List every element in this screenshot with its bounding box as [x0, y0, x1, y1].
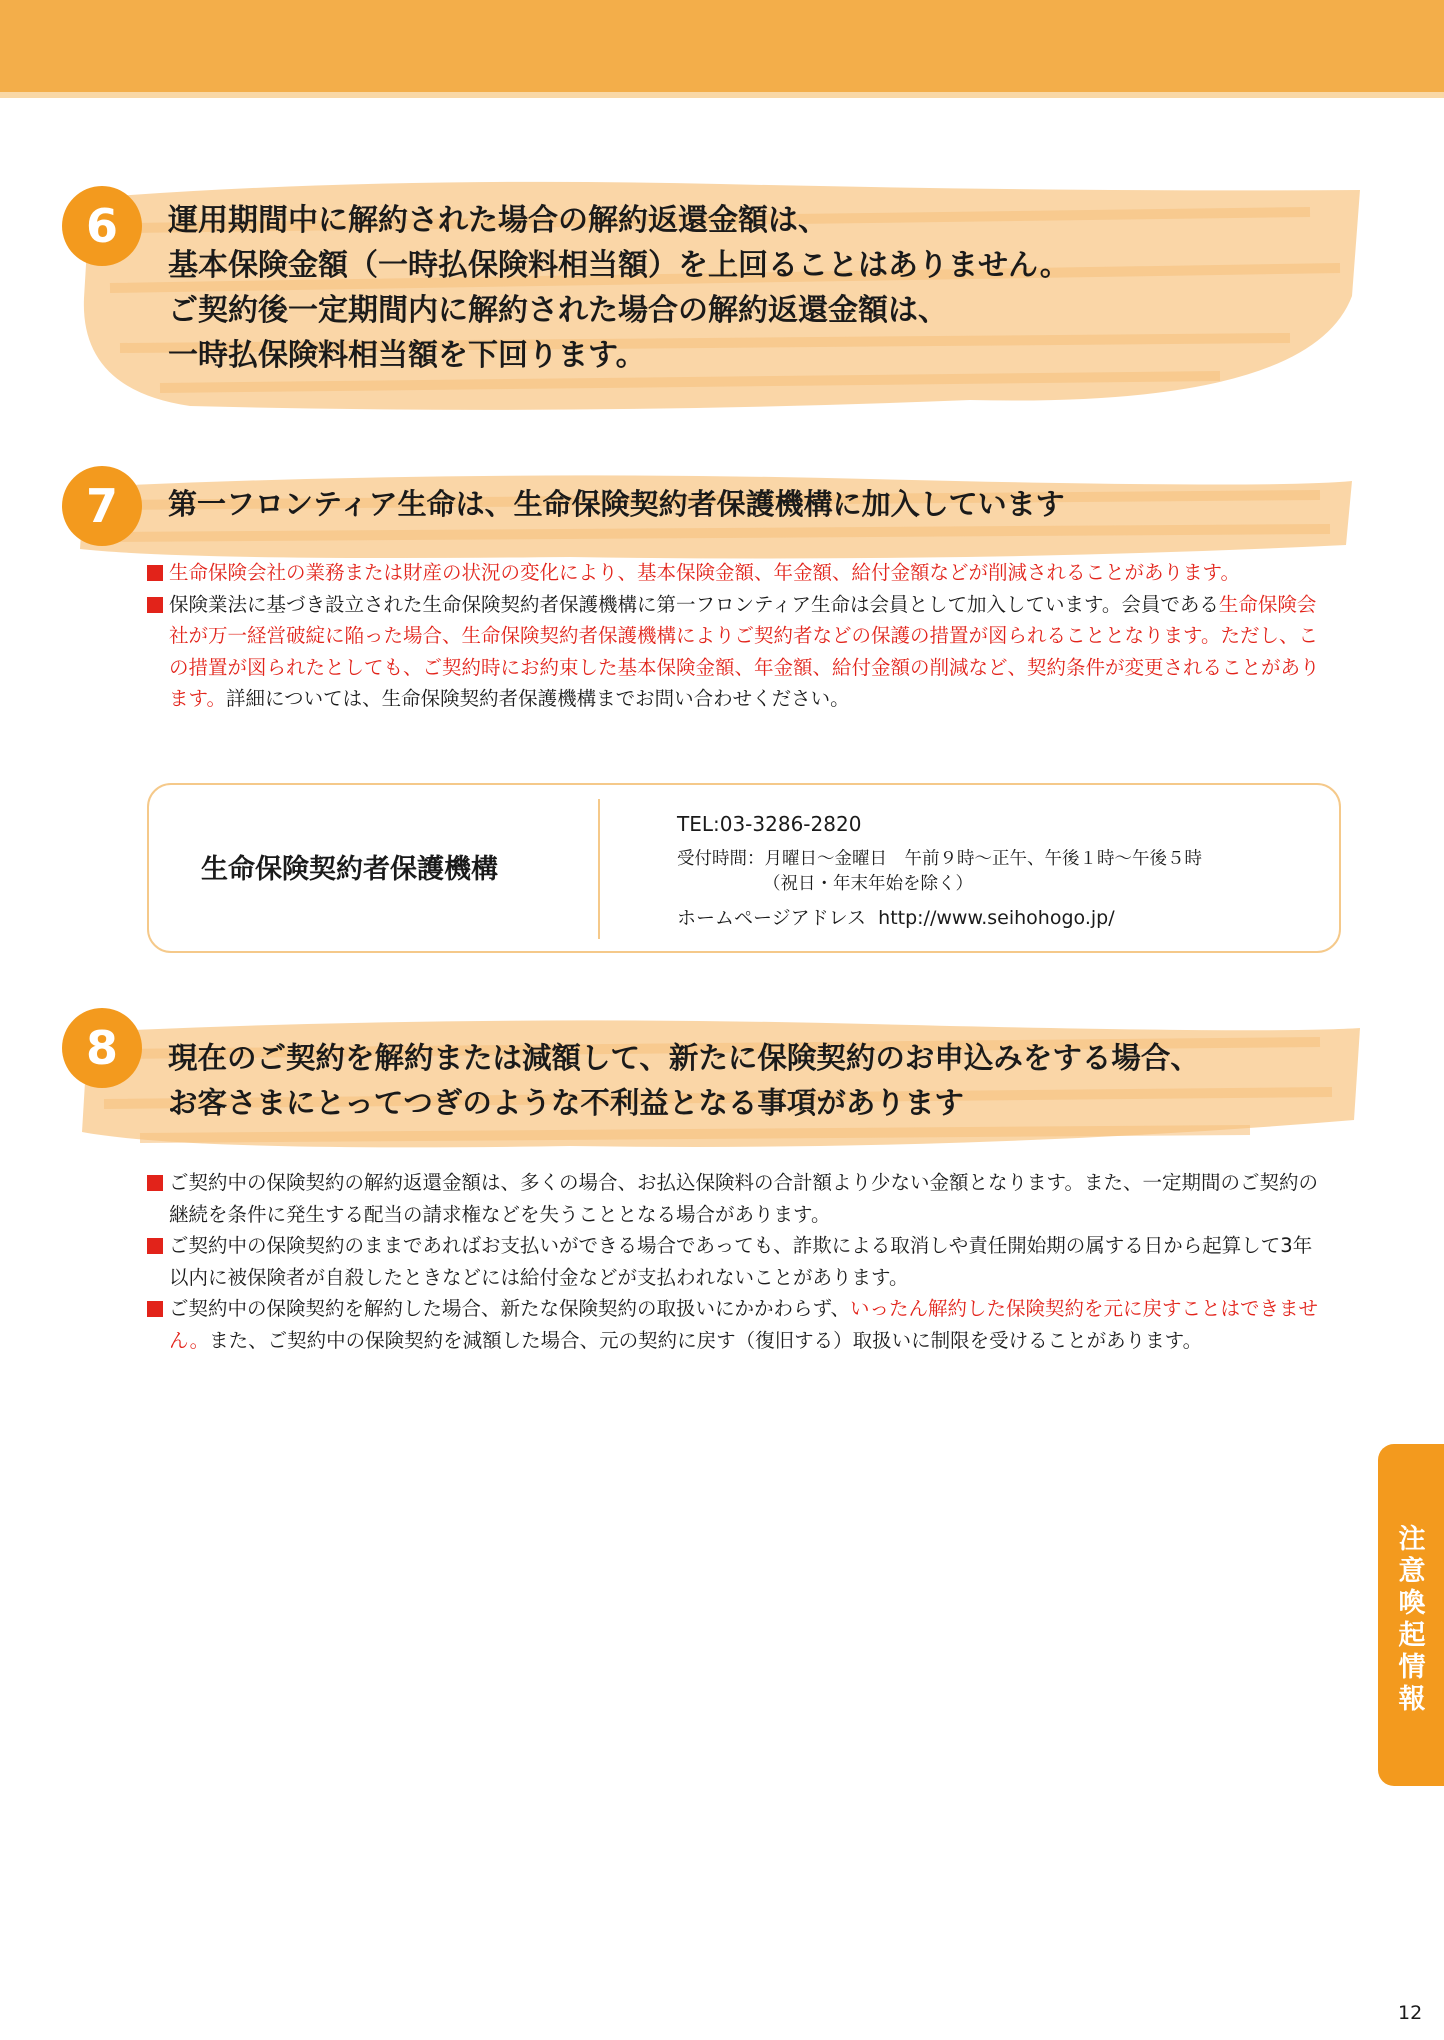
section8-heading-line: お客さまにとってつぎのような不利益となる事項があります — [168, 1086, 964, 1120]
red-square-bullet-icon — [147, 565, 163, 581]
red-square-bullet-icon — [147, 1175, 163, 1191]
section6-number-badge: 6 — [62, 186, 142, 266]
contact-info-box — [147, 783, 1341, 953]
section7-bullet-list — [147, 557, 1325, 715]
section7-bullet — [147, 589, 1325, 715]
section8-heading — [168, 1036, 1200, 1126]
red-square-bullet-icon — [147, 597, 163, 613]
contact-url-label: ホームページアドレス — [677, 907, 867, 929]
contact-organization-name: 生命保険契約者保護機構 — [201, 854, 498, 885]
section7-heading-line: 第一フロンティア生命は、生命保険契約者保護機構に加入しています — [168, 487, 1065, 521]
bullet-text: 保険業法に基づき設立された生命保険契約者保護機構に第一フロンティア生命は会員として加入しています。会員である — [169, 592, 1219, 616]
section8-number-badge: 8 — [62, 1008, 142, 1088]
red-square-bullet-icon — [147, 1301, 163, 1317]
page-number: 12 — [1398, 2002, 1423, 2024]
bullet-text: ご契約中の保険契約のままであればお支払いができる場合であっても、詐欺による取消しや責任開始期の属する日から起算して3年以内に被保険者が自殺したときなどには給付金などが支払われないことがあります。 — [169, 1234, 1313, 1289]
side-tab-label: 注意喚起情報 — [1398, 1524, 1426, 1715]
header-band — [0, 0, 1444, 92]
contact-hours-text: 受付時間：月曜日〜金曜日 午前９時〜正午、午後１時〜午後５時 — [677, 849, 1202, 869]
section6-heading-line: 一時払保険料相当額を下回ります。 — [168, 338, 646, 373]
bullet-text: また、ご契約中の保険契約を減額した場合、元の契約に戻す（復旧する）取扱いに制限を受けることがあります。 — [209, 1328, 1203, 1352]
section6-heading — [168, 198, 1070, 378]
bullet-text: 詳細については、生命保険契約者保護機構までお問い合わせください。 — [225, 687, 850, 710]
contact-website — [677, 903, 1115, 930]
section6-heading-line: 基本保険金額（一時払保険料相当額）を上回ることはありません。 — [168, 248, 1070, 283]
contact-phone: TEL:03-3286-2820 — [677, 812, 862, 836]
header-band-shadow — [0, 92, 1444, 98]
contact-hours — [677, 847, 1202, 897]
section8-bullet-list — [147, 1167, 1325, 1356]
section8-bullet — [147, 1230, 1325, 1293]
bullet-text: ご契約中の保険契約を解約した場合、新たな保険契約の取扱いにかかわらず、 — [169, 1297, 850, 1320]
section8-bullet — [147, 1167, 1325, 1230]
side-index-tab[interactable] — [1378, 1444, 1444, 1786]
section7-heading — [168, 484, 1065, 524]
red-square-bullet-icon — [147, 1238, 163, 1254]
contact-url-link[interactable]: http://www.seihohogo.jp/ — [878, 907, 1115, 929]
contact-divider — [598, 799, 600, 939]
section8-heading-line: 現在のご契約を解約または減額して、新たに保険契約のお申込みをする場合、 — [168, 1041, 1200, 1075]
section6-heading-line: 運用期間中に解約された場合の解約返還金額は、 — [168, 203, 828, 238]
bullet-text-red: 生命保険会社が万一経営破綻に陥った場合、生命保険契約者保護機構によりご契約者などの保護の措置が図られることとなります。ただし、この措置が図られたとしても、ご契約時にお約束した基本保険金額、年金額、給付金額の削減など、契約条件が変更されることがあります。 — [169, 592, 1320, 710]
bullet-text-red: 生命保険会社の業務または財産の状況の変化により、基本保険金額、年金額、給付金額などが削減されることがあります。 — [169, 561, 1240, 584]
section8-bullet — [147, 1293, 1325, 1356]
contact-hours-note: （祝日・年末年始を除く） — [763, 874, 973, 894]
section7-number-badge: 7 — [62, 466, 142, 546]
bullet-text-red: いったん解約した保険契約を元に戻すことはできません。 — [169, 1297, 1318, 1352]
section6-heading-line: ご契約後一定期間内に解約された場合の解約返還金額は、 — [168, 293, 948, 328]
bullet-text: ご契約中の保険契約の解約返還金額は、多くの場合、お払込保険料の合計額より少ない金額となります。また、一定期間のご契約の継続を条件に発生する配当の請求権などを失うこととなる場合があります。 — [169, 1171, 1318, 1226]
section7-bullet — [147, 557, 1325, 589]
